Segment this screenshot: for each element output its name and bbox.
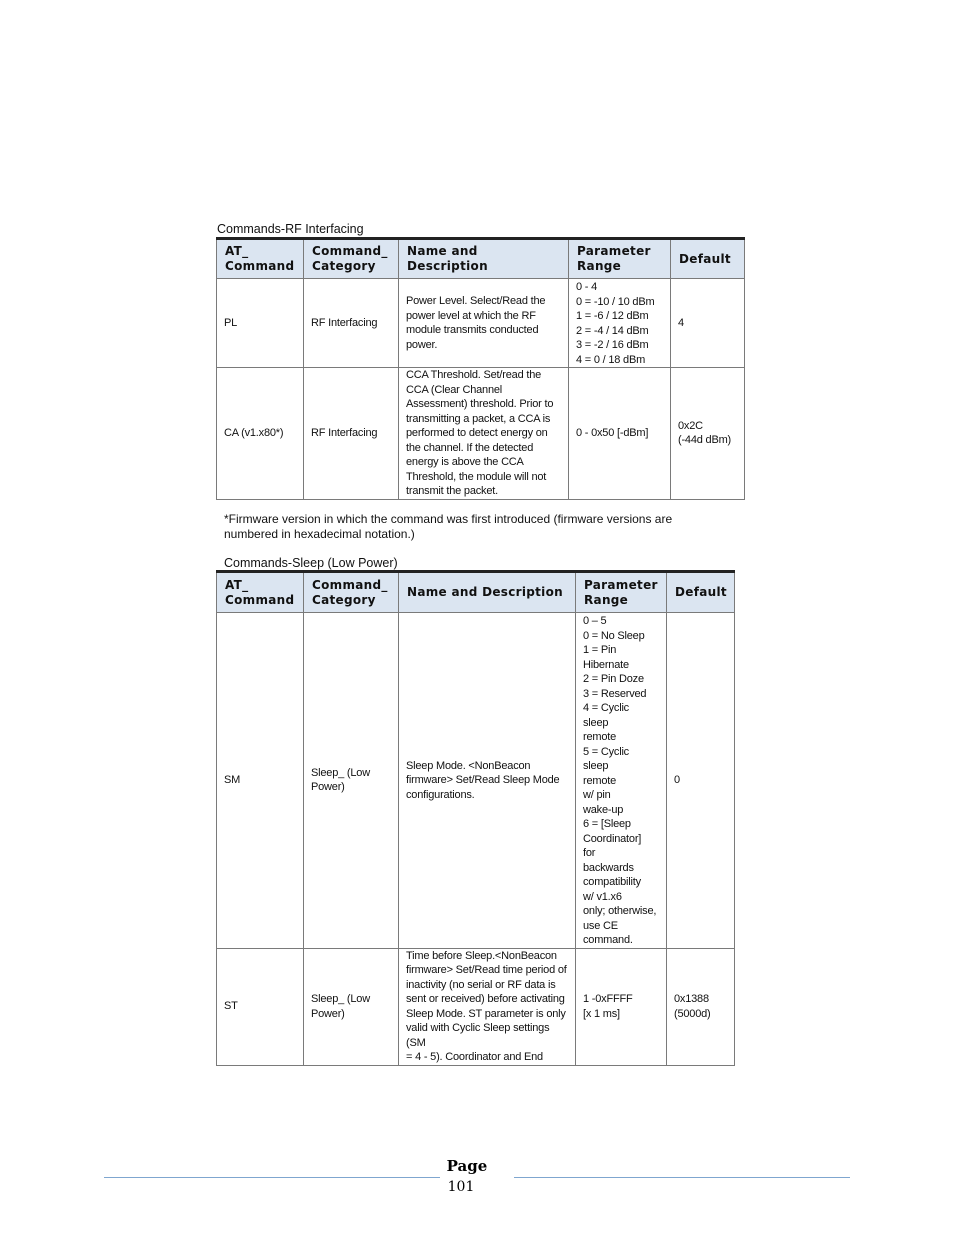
- firmware-footnote: *Firmware version in which the command was first introduced (firmware versions are numbered in hexadecimal notation.): [224, 512, 673, 541]
- page-label: Page: [446, 1157, 488, 1175]
- header-parameter-range: Parameter Range: [576, 572, 667, 613]
- cell-default: 0x2C (-44d dBm): [671, 368, 745, 500]
- cell-category: Sleep_ (Low Power): [304, 948, 399, 1065]
- cell-description: Sleep Mode. <NonBeacon firmware> Set/Read Sleep Mode configurations.: [399, 613, 576, 949]
- header-command-category: Command_ Category: [304, 572, 399, 613]
- rf-table-caption: Commands-RF Interfacing: [217, 222, 364, 236]
- table-row: [217, 948, 735, 1065]
- sleep-table-caption: Commands-Sleep (Low Power): [224, 556, 398, 570]
- cell-command: CA (v1.x80*): [217, 368, 304, 500]
- table-row: [217, 613, 735, 949]
- header-at-command: AT_ Command: [217, 572, 304, 613]
- header-command-category: Command_ Category: [304, 239, 399, 279]
- footer-rule-right: [514, 1177, 850, 1178]
- page-number: 101: [447, 1179, 475, 1195]
- cell-description: CCA Threshold. Set/read the CCA (Clear Channel Assessment) threshold. Prior to transmitting a packet, a CCA is performed to detect energy on the channel. If the detected energy is above the CCA Threshold, the module will not transmit the packet.: [399, 368, 569, 500]
- table-row: [217, 279, 745, 368]
- footer-rule-left: [104, 1177, 440, 1178]
- cell-category: RF Interfacing: [304, 368, 399, 500]
- cell-category: RF Interfacing: [304, 279, 399, 368]
- header-name-description: Name and Description: [399, 572, 576, 613]
- cell-range: 0 - 4 0 = -10 / 10 dBm 1 = -6 / 12 dBm 2 = -4 / 14 dBm 3 = -2 / 16 dBm 4 = 0 / 18 dBm: [569, 279, 671, 368]
- table-header-row: [217, 572, 735, 613]
- table-header-row: [217, 239, 745, 279]
- rf-interfacing-table: [216, 237, 745, 500]
- cell-default: 0: [667, 613, 735, 949]
- cell-description: Time before Sleep.<NonBeacon firmware> Set/Read time period of inactivity (no serial or RF data is sent or received) before activating Sleep Mode. ST parameter is only valid with Cyclic Sleep settings (SM = 4 - 5). Coordinator and End: [399, 948, 576, 1065]
- header-name-description: Name and Description: [399, 239, 569, 279]
- header-default: Default: [671, 239, 745, 279]
- cell-command: PL: [217, 279, 304, 368]
- cell-default: 4: [671, 279, 745, 368]
- header-at-command: AT_ Command: [217, 239, 304, 279]
- cell-category: Sleep_ (Low Power): [304, 613, 399, 949]
- table-row: [217, 368, 745, 500]
- header-default: Default: [667, 572, 735, 613]
- cell-command: ST: [217, 948, 304, 1065]
- cell-range: 1 -0xFFFF [x 1 ms]: [576, 948, 667, 1065]
- cell-command: SM: [217, 613, 304, 949]
- cell-description: Power Level. Select/Read the power level at which the RF module transmits conducted power.: [399, 279, 569, 368]
- cell-range: 0 - 0x50 [-dBm]: [569, 368, 671, 500]
- header-parameter-range: Parameter Range: [569, 239, 671, 279]
- cell-default: 0x1388 (5000d): [667, 948, 735, 1065]
- cell-range: 0 – 5 0 = No Sleep 1 = Pin Hibernate 2 = Pin Doze 3 = Reserved 4 = Cyclic sleep remote 5 = Cyclic sleep remote w/ pin wake-up 6 = [Sleep Coordinator] for backwards compatibility w/ v1.x6 only; otherwise, use CE command.: [576, 613, 667, 949]
- sleep-commands-table: [216, 570, 735, 1066]
